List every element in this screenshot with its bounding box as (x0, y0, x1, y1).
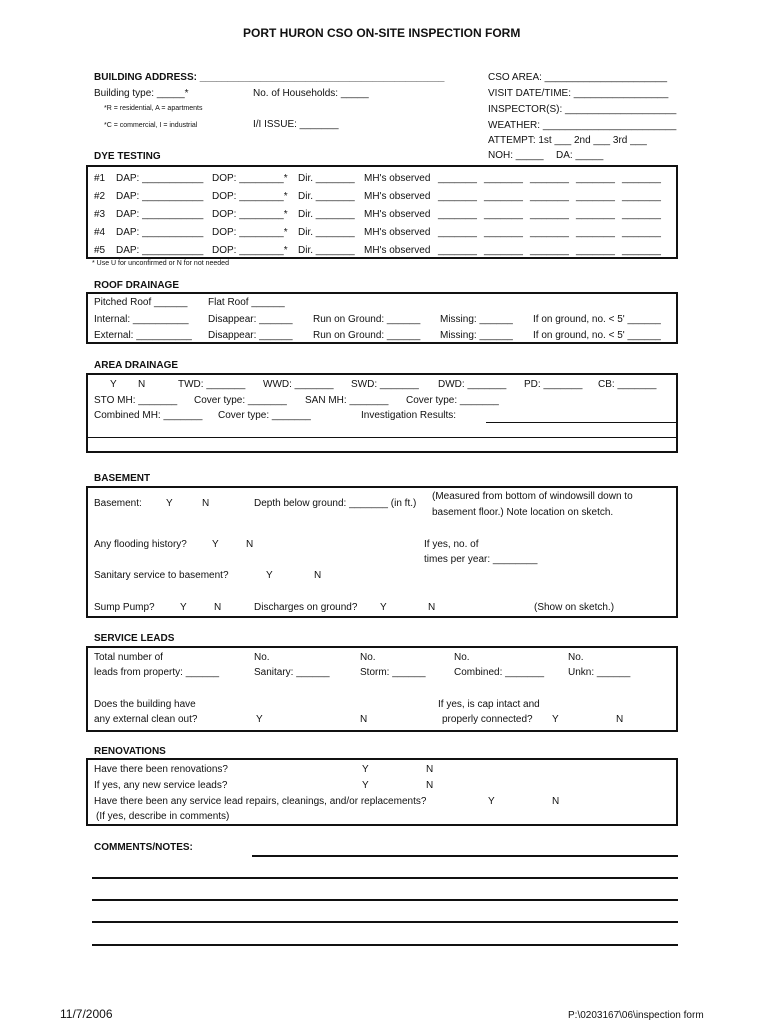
flooding-times-label: If yes, no. of (424, 539, 479, 550)
dop-field[interactable]: DOP: ________* (212, 191, 288, 202)
dir-field[interactable]: Dir. _______ (298, 191, 355, 202)
yes-option[interactable]: Y (166, 498, 173, 509)
comments-line[interactable] (92, 921, 678, 923)
mh-blank[interactable]: _______ (484, 227, 523, 238)
dap-field[interactable]: DAP: ___________ (116, 173, 204, 184)
investigation-results-label: Investigation Results: (361, 410, 457, 421)
no-option[interactable]: N (360, 714, 368, 725)
investigation-line[interactable] (88, 437, 676, 438)
dir-field[interactable]: Dir. _______ (298, 227, 355, 238)
yes-option[interactable]: Y (180, 602, 187, 613)
combined-leads-field[interactable]: Combined: _______ (454, 667, 545, 678)
footer-path: P:\0203167\06\inspection form (568, 1010, 704, 1021)
swd-field[interactable]: SWD: _______ (351, 379, 419, 390)
repairs-question: Have there been any service lead repairs, cleanings, and/or replacements? (94, 796, 427, 807)
mh-blank[interactable]: _______ (622, 173, 661, 184)
no-option[interactable]: N (426, 780, 434, 791)
building-type-field[interactable]: Building type: _____* (94, 88, 189, 99)
dir-field[interactable]: Dir. _______ (298, 173, 355, 184)
no-option[interactable]: N (202, 498, 210, 509)
dop-field[interactable]: DOP: ________* (212, 173, 288, 184)
dir-field[interactable]: Dir. _______ (298, 209, 355, 220)
roof-drainage-box (86, 292, 678, 344)
san-cover-field[interactable]: Cover type: _______ (406, 395, 499, 406)
mh-blank[interactable]: _______ (438, 191, 477, 202)
dye-testing-heading: DYE TESTING (94, 151, 161, 162)
dir-field[interactable]: Dir. _______ (298, 245, 355, 256)
service-leads-box (86, 646, 678, 732)
no-option[interactable]: N (246, 539, 254, 550)
dye-row-number: #4 (94, 227, 106, 238)
sump-pump-label: Sump Pump? (94, 602, 155, 613)
internal-missing-field[interactable]: Missing: ______ (440, 314, 513, 325)
comments-line[interactable] (92, 899, 678, 901)
inspectors-field[interactable]: INSPECTOR(S): ____________________ (488, 104, 677, 115)
discharges-label: Discharges on ground? (254, 602, 358, 613)
new-leads-question: If yes, any new service leads? (94, 780, 228, 791)
combined-mh-field[interactable]: Combined MH: _______ (94, 410, 203, 421)
sanitary-leads-field[interactable]: Sanitary: ______ (254, 667, 330, 678)
mh-blank[interactable]: _______ (530, 191, 569, 202)
san-mh-field[interactable]: SAN MH: _______ (305, 395, 389, 406)
mh-blank[interactable]: _______ (622, 227, 661, 238)
sto-mh-field[interactable]: STO MH: _______ (94, 395, 178, 406)
internal-run-field[interactable]: Run on Ground: ______ (313, 314, 421, 325)
storm-leads-field[interactable]: Storm: ______ (360, 667, 426, 678)
area-drainage-box (86, 373, 678, 453)
mh-observed-label: MH's observed (364, 191, 431, 202)
total-leads-label: Total number of (94, 652, 163, 663)
dap-field[interactable]: DAP: ___________ (116, 227, 204, 238)
combined-cover-field[interactable]: Cover type: _______ (218, 410, 311, 421)
mh-observed-label: MH's observed (364, 173, 431, 184)
mh-blank[interactable]: _______ (530, 245, 569, 256)
no-label: No. (454, 652, 470, 663)
dop-field[interactable]: DOP: ________* (212, 227, 288, 238)
dap-field[interactable]: DAP: ___________ (116, 209, 204, 220)
mh-blank[interactable]: _______ (576, 209, 615, 220)
mh-blank[interactable]: _______ (438, 227, 477, 238)
mh-blank[interactable]: _______ (484, 191, 523, 202)
renovations-question: Have there been renovations? (94, 764, 228, 775)
weather-field[interactable]: WEATHER: ________________________ (488, 120, 677, 131)
yes-option[interactable]: Y (212, 539, 219, 550)
dap-field[interactable]: DAP: ___________ (116, 191, 204, 202)
dap-field[interactable]: DAP: ___________ (116, 245, 204, 256)
yes-option[interactable]: Y (362, 764, 369, 775)
service-leads-heading: SERVICE LEADS (94, 633, 175, 644)
flooding-label: Any flooding history? (94, 539, 187, 550)
clean-out-label: any external clean out? (94, 714, 198, 725)
mh-blank[interactable]: _______ (530, 173, 569, 184)
external-missing-field[interactable]: Missing: ______ (440, 330, 513, 341)
basement-label: Basement: (94, 498, 142, 509)
mh-blank[interactable]: _______ (438, 173, 477, 184)
mh-observed-label: MH's observed (364, 227, 431, 238)
clean-out-label: Does the building have (94, 699, 196, 710)
yes-option[interactable]: Y (362, 780, 369, 791)
internal-ground-field[interactable]: If on ground, no. < 5' ______ (533, 314, 661, 325)
internal-field[interactable]: Internal: __________ (94, 314, 189, 325)
dye-testing-box (86, 165, 678, 259)
building-address-field[interactable]: BUILDING ADDRESS: ____________________________________________ (94, 72, 445, 83)
dye-row-number: #1 (94, 173, 106, 184)
flooding-times-field[interactable]: times per year: ________ (424, 554, 538, 565)
no-option[interactable]: N (314, 570, 322, 581)
dye-row-number: #3 (94, 209, 106, 220)
wwd-field[interactable]: WWD: _______ (263, 379, 334, 390)
dwd-field[interactable]: DWD: _______ (438, 379, 507, 390)
no-option[interactable]: N (428, 602, 436, 613)
yes-option[interactable]: Y (488, 796, 495, 807)
basement-box (86, 486, 678, 618)
no-option[interactable]: N (552, 796, 560, 807)
da-field[interactable]: DA: _____ (556, 150, 604, 161)
renovations-heading: RENOVATIONS (94, 746, 166, 757)
dop-field[interactable]: DOP: ________* (212, 209, 288, 220)
external-field[interactable]: External: __________ (94, 330, 192, 341)
basement-heading: BASEMENT (94, 473, 151, 484)
measured-note: basement floor.) Note location on sketch. (432, 507, 614, 518)
depth-field[interactable]: Depth below ground: _______ (in ft.) (254, 498, 417, 509)
mh-blank[interactable]: _______ (622, 209, 661, 220)
flat-roof-field[interactable]: Flat Roof ______ (208, 297, 285, 308)
cap-label: If yes, is cap intact and (438, 699, 540, 710)
mh-blank[interactable]: _______ (576, 245, 615, 256)
page-title: PORT HURON CSO ON-SITE INSPECTION FORM (243, 26, 521, 40)
mh-blank[interactable]: _______ (484, 173, 523, 184)
residential-note: *R = residential, A = apartments (104, 105, 203, 112)
mh-observed-label: MH's observed (364, 245, 431, 256)
footer-date: 11/7/2006 (60, 1007, 113, 1021)
measured-note: (Measured from bottom of windowsill down to (432, 491, 633, 502)
commercial-note: *C = commercial, I = industrial (104, 122, 198, 129)
dye-row-number: #5 (94, 245, 106, 256)
show-sketch-note: (Show on sketch.) (534, 602, 615, 613)
yes-option[interactable]: Y (552, 714, 559, 725)
no-option[interactable]: N (214, 602, 222, 613)
sanitary-basement-label: Sanitary service to basement? (94, 570, 229, 581)
yes-option[interactable]: Y (256, 714, 263, 725)
mh-observed-label: MH's observed (364, 209, 431, 220)
external-disappear-field[interactable]: Disappear: ______ (208, 330, 293, 341)
mh-blank[interactable]: _______ (484, 245, 523, 256)
area-drainage-heading: AREA DRAINAGE (94, 360, 179, 371)
mh-blank[interactable]: _______ (438, 209, 477, 220)
external-run-field[interactable]: Run on Ground: ______ (313, 330, 421, 341)
mh-blank[interactable]: _______ (622, 191, 661, 202)
external-ground-field[interactable]: If on ground, no. < 5' ______ (533, 330, 661, 341)
dye-footnote: * Use U for unconfirmed or N for not needed (92, 260, 229, 267)
unknown-leads-field[interactable]: Unkn: ______ (568, 667, 631, 678)
no-option[interactable]: N (616, 714, 624, 725)
no-label: No. (360, 652, 376, 663)
pitched-roof-field[interactable]: Pitched Roof ______ (94, 297, 188, 308)
dye-row-number: #2 (94, 191, 106, 202)
yes-option[interactable]: Y (380, 602, 387, 613)
noh-field[interactable]: NOH: _____ (488, 150, 544, 161)
no-label: No. (254, 652, 270, 663)
attempt-field[interactable]: ATTEMPT: 1st ___ 2nd ___ 3rd ___ (488, 135, 647, 146)
pd-field[interactable]: PD: _______ (524, 379, 583, 390)
no-label: No. (568, 652, 584, 663)
mh-blank[interactable]: _______ (484, 209, 523, 220)
no-option[interactable]: N (138, 379, 146, 390)
yes-option[interactable]: Y (110, 379, 117, 390)
renovations-box (86, 758, 678, 826)
total-leads-field[interactable]: leads from property: ______ (94, 667, 220, 678)
mh-blank[interactable]: _______ (622, 245, 661, 256)
describe-note: (If yes, describe in comments) (96, 811, 230, 822)
comments-heading: COMMENTS/NOTES: (94, 842, 193, 853)
mh-blank[interactable]: _______ (576, 227, 615, 238)
mh-blank[interactable]: _______ (530, 209, 569, 220)
no-option[interactable]: N (426, 764, 434, 775)
cb-field[interactable]: CB: _______ (598, 379, 657, 390)
households-field[interactable]: No. of Households: _____ (253, 88, 369, 99)
investigation-line[interactable] (486, 422, 676, 423)
cso-area-field[interactable]: CSO AREA: ______________________ (488, 72, 668, 83)
mh-blank[interactable]: _______ (530, 227, 569, 238)
yes-option[interactable]: Y (266, 570, 273, 581)
comments-line[interactable] (92, 944, 678, 946)
dop-field[interactable]: DOP: ________* (212, 245, 288, 256)
sto-cover-field[interactable]: Cover type: _______ (194, 395, 287, 406)
twd-field[interactable]: TWD: _______ (178, 379, 246, 390)
internal-disappear-field[interactable]: Disappear: ______ (208, 314, 293, 325)
comments-line[interactable] (252, 855, 678, 857)
mh-blank[interactable]: _______ (576, 191, 615, 202)
visit-datetime-field[interactable]: VISIT DATE/TIME: _________________ (488, 88, 669, 99)
mh-blank[interactable]: _______ (438, 245, 477, 256)
ii-issue-field[interactable]: I/I ISSUE: _______ (253, 119, 339, 130)
comments-line[interactable] (92, 877, 678, 879)
cap-label: properly connected? (442, 714, 533, 725)
mh-blank[interactable]: _______ (576, 173, 615, 184)
roof-drainage-heading: ROOF DRAINAGE (94, 280, 179, 291)
